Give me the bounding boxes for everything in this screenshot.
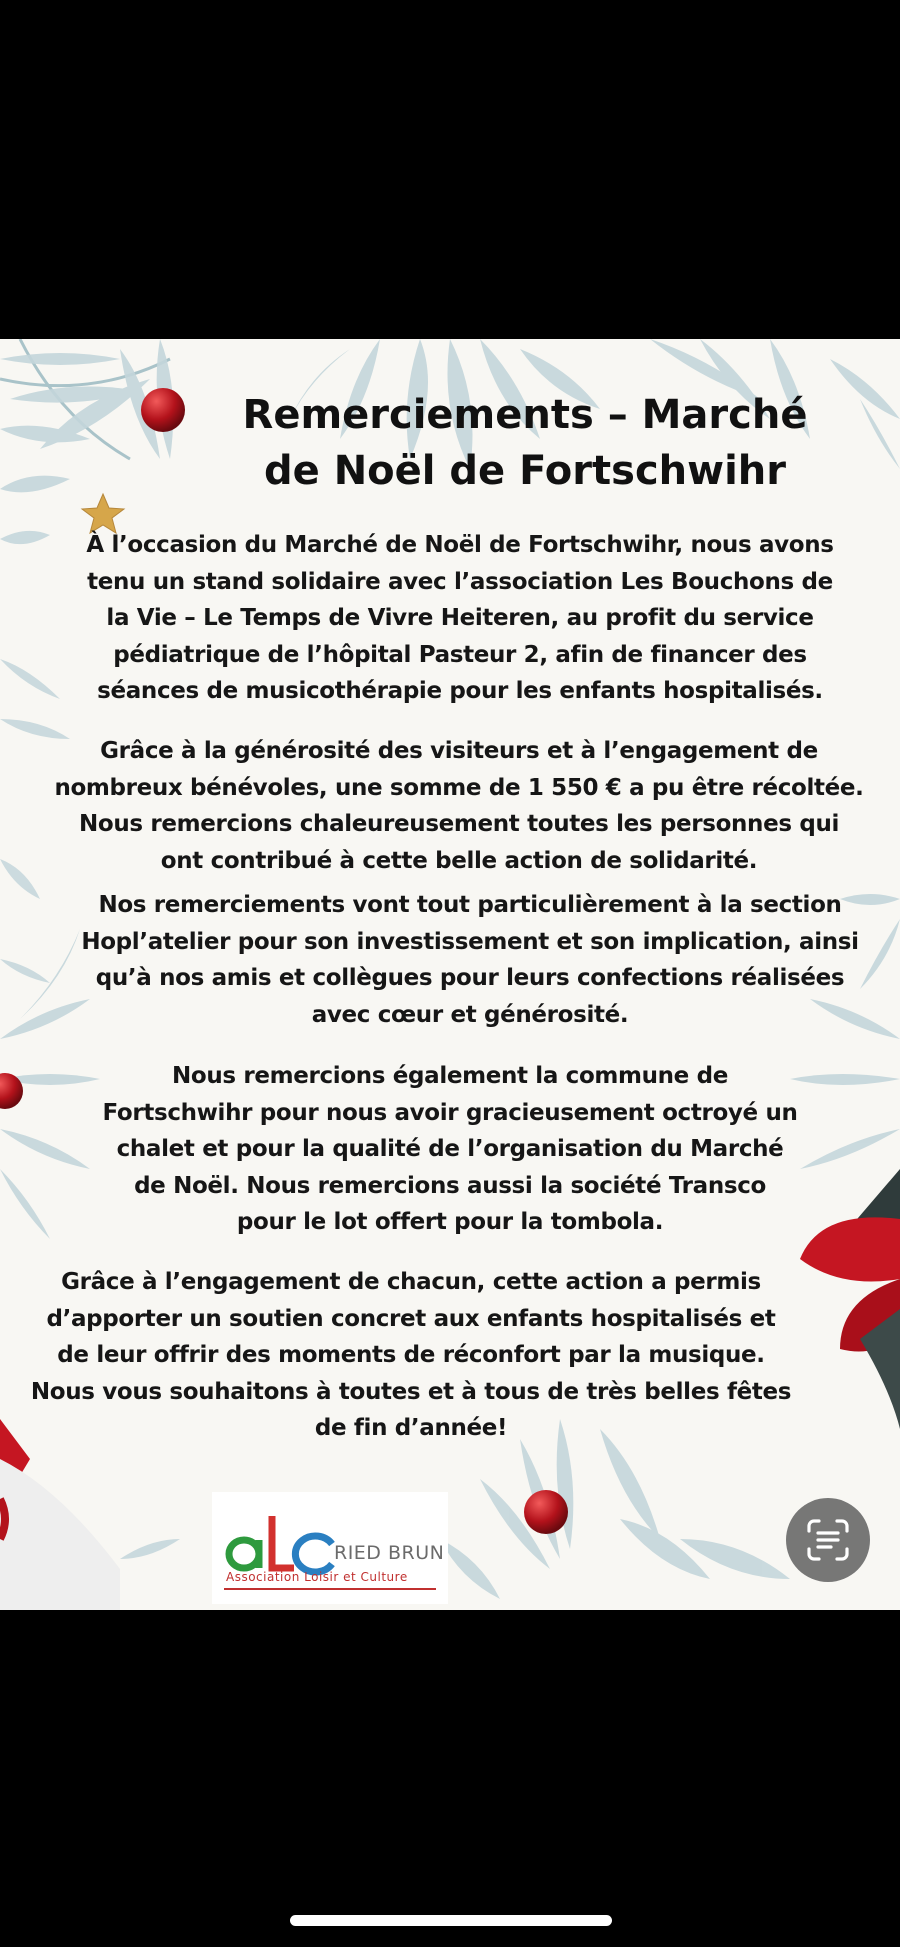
text-line: À l’occasion du Marché de Noël de Fortschwihr, nous avons: [86, 532, 834, 558]
text-line: avec cœur et générosité.: [311, 1001, 629, 1028]
text-scan-button[interactable]: [786, 1498, 870, 1582]
text-line: pour le lot offert pour la tombola.: [236, 1209, 664, 1235]
text-line: séances de musicothérapie pour les enfants hospitalisés.: [97, 678, 823, 704]
paragraph-thanks-commune: [60, 1058, 840, 1241]
bauble-top-left: [141, 388, 185, 432]
title-line: de Noël de Fortschwihr: [264, 448, 786, 494]
logo-subtitle: Association Loisir et Culture: [226, 1570, 408, 1584]
home-indicator[interactable]: [290, 1915, 612, 1926]
text-line: Nous remercions chaleureusement toutes les personnes qui: [79, 811, 839, 837]
text-line: pédiatrique de l’hôpital Pasteur 2, afin de financer des: [113, 641, 807, 668]
text-line: la Vie – Le Temps de Vivre Heiteren, au profit du service: [106, 605, 814, 631]
text-line: Grâce à la générosité des visiteurs et à l’engagement de: [100, 738, 818, 764]
text-line: ont contribué à cette belle action de solidarité.: [160, 847, 758, 874]
text-line: tenu un stand solidaire avec l’association Les Bouchons de: [87, 568, 833, 595]
text-scan-icon: [805, 1517, 851, 1563]
text-line: Nous remercions également la commune de: [172, 1063, 728, 1089]
title-line: Remerciements – Marché: [242, 392, 808, 438]
paragraph-donation: [24, 733, 894, 879]
text-line: Nos remerciements vont tout particulièrement à la section: [98, 892, 842, 918]
christmas-poster: [0, 339, 900, 1610]
page-title: [200, 387, 850, 499]
logo-name: RIED BRUN: [334, 1542, 445, 1564]
paragraph-thanks-section: [40, 887, 900, 1033]
paragraph-closing: [6, 1264, 816, 1447]
logo-underline: [224, 1588, 436, 1590]
paragraph-intro: [60, 527, 860, 710]
text-line: de leur offrir des moments de réconfort par la musique.: [57, 1342, 765, 1368]
text-line: Fortschwihr pour nous avoir gracieusement octroyé un: [102, 1099, 798, 1126]
text-line: chalet et pour la qualité de l’organisation du Marché: [116, 1136, 784, 1162]
alc-ried-brun-logo: [212, 1492, 448, 1604]
text-line: qu’à nos amis et collègues pour leurs confections réalisées: [95, 965, 845, 991]
text-line: d’apporter un soutien concret aux enfants hospitalisés et: [46, 1305, 776, 1332]
text-line: Nous vous souhaitons à toutes et à tous de très belles fêtes: [30, 1378, 792, 1405]
text-line: Grâce à l’engagement de chacun, cette action a permis: [61, 1269, 761, 1295]
bauble-bottom: [524, 1490, 568, 1534]
text-line: Hopl’atelier pour son investissement et son implication, ainsi: [81, 928, 859, 955]
gift-box: [0, 1419, 120, 1610]
text-line: nombreux bénévoles, une somme de 1 550 € a pu être récoltée.: [54, 774, 864, 801]
text-line: de Noël. Nous remercions aussi la société Transco: [134, 1172, 766, 1199]
text-line: de fin d’année!: [314, 1415, 508, 1441]
